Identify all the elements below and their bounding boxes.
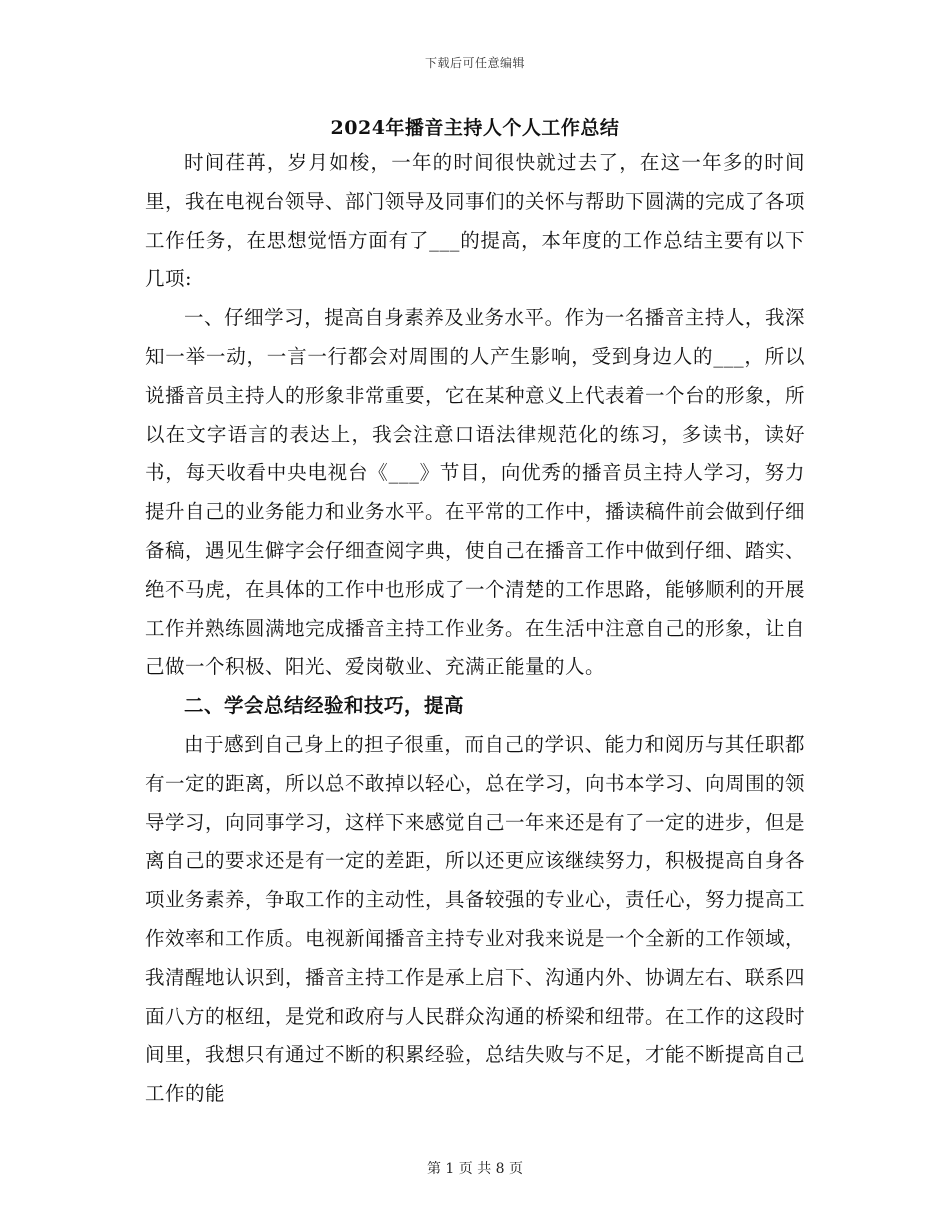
- document-body: [145, 144, 805, 1114]
- header-note: 下载后可任意编辑: [424, 56, 525, 70]
- paragraph-section-one: 一、仔细学习，提高自身素养及业务水平。作为一名播音主持人，我深知一举一动，一言一行都会对周围的人产生影响，受到身边人的___，所以说播音员主持人的形象非常重要，它在某种意义上代表着一个台的形象，所以在文字语言的表达上，我会注意口语法律规范化的练习，多读书，读好书，每天收看中央电视台《___》节目，向优秀的播音员主持人学习，努力提升自己的业务能力和业务水平。在平常的工作中，播读稿件前会做到仔细备稿，遇见生僻字会仔细查阅字典，使自己在播音工作中做到仔细、踏实、绝不马虎，在具体的工作中也形成了一个清楚的工作思路，能够顺利的开展工作并熟练圆满地完成播音主持工作业务。在生活中注意自己的形象，让自己做一个积极、阳光、爱岗敬业、充满正能量的人。: [145, 306, 806, 679]
- paragraph-section-two: 由于感到自己身上的担子很重，而自己的学识、能力和阅历与其任职都有一定的距离，所以总不敢掉以轻心，总在学习，向书本学习、向周围的领导学习，向同事学习，这样下来感觉自己一年来还是有了一定的进步，但是离自己的要求还是有一定的差距，所以还更应该继续努力，积极提高自身各项业务素养，争取工作的主动性，具备较强的专业心，责任心，努力提高工作效率和工作质。电视新闻播音主持专业对我来说是一个全新的工作领域，我清醒地认识到，播音主持工作是承上启下、沟通内外、协调左右、联系四面八方的枢纽，是党和政府与人民群众沟通的桥梁和纽带。在工作的这段时间里，我想只有通过不断的积累经验，总结失败与不足，才能不断提高自己工作的能: [145, 732, 806, 1106]
- paragraph-intro: 时间荏苒，岁月如梭，一年的时间很快就过去了，在这一年多的时间里，我在电视台领导、部门领导及同事们的关怀与帮助下圆满的完成了各项工作任务，在思想觉悟方面有了___的提高，本年度的工作总结主要有以下几项:: [145, 151, 806, 291]
- page-number-footer: 第 1 页 共 8 页: [426, 1161, 524, 1177]
- section-heading-two: 二、学会总结经验和技巧，提高: [184, 694, 465, 718]
- document-title: 2024年播音主持人个人工作总结: [330, 117, 620, 139]
